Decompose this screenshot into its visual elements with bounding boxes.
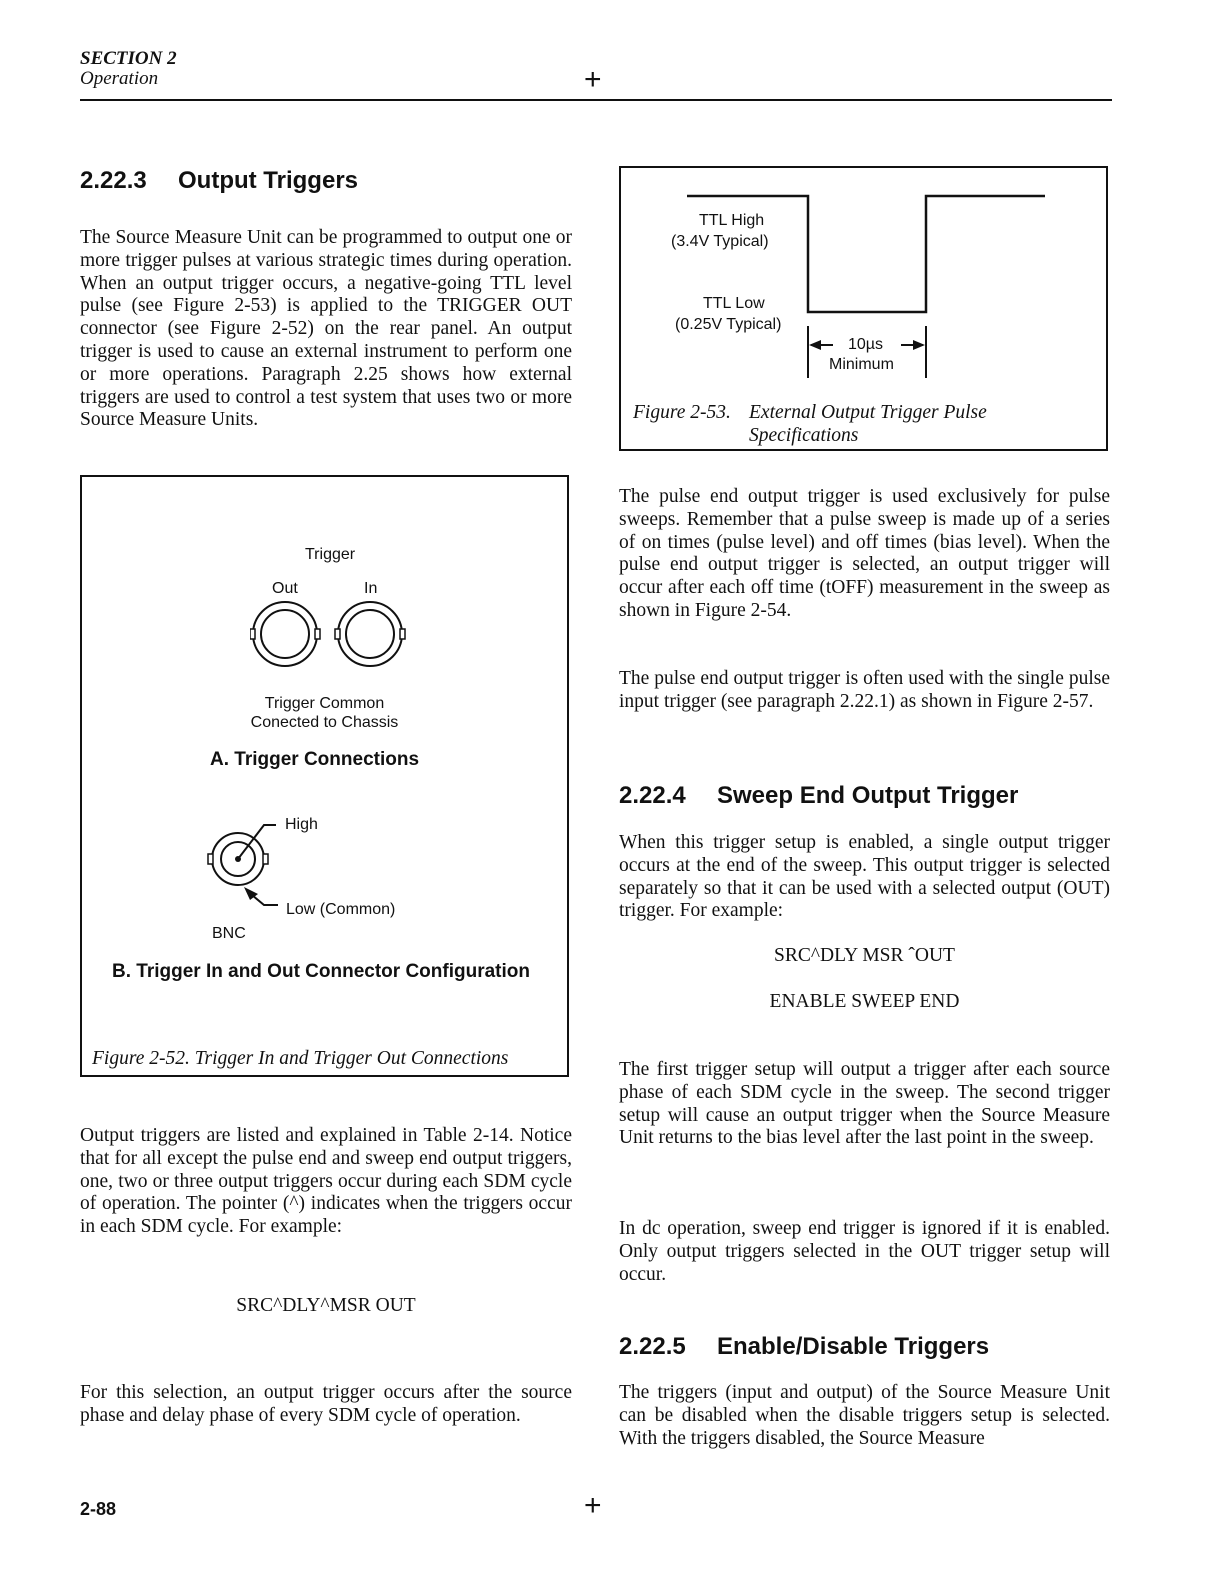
- subtitle-trigger-connections: A. Trigger Connections: [210, 749, 420, 770]
- paragraph-sweep-end: When this trigger setup is enabled, a single output trigger occurs at the end of the sweep. This output trigger is selected separately so that it can be used with a selected output (OUT) trigger. For example:: [619, 832, 1110, 922]
- example-sweep-out: SRC^DLY MSR ˆOUT: [774, 945, 955, 966]
- example-enable-sweep-end: ENABLE SWEEP END: [769, 991, 960, 1012]
- low-common-label: Low (Common): [286, 901, 396, 918]
- heading-2224: [619, 782, 1018, 810]
- pulse-width-value: 10µs: [848, 336, 884, 353]
- ttl-high-typical: (3.4V Typical): [671, 233, 769, 250]
- figure-2-53: [619, 166, 1108, 451]
- section-subtitle: Operation: [80, 68, 159, 89]
- trigger-label: Trigger: [305, 546, 356, 563]
- in-label: In: [364, 580, 378, 597]
- registration-mark-top: +: [584, 63, 602, 96]
- paragraph-first-setup: The first trigger setup will output a trigger after each source phase of each SDM cycle in the sweep. The second trigger setup will cause an output trigger when the Source Measure Unit returns to the bias level after the last point in the sweep.: [619, 1059, 1110, 1149]
- paragraph-dc-operation: In dc operation, sweep end trigger is ignored if it is enabled. Only output triggers selected in the OUT trigger setup will occur.: [619, 1218, 1110, 1285]
- high-label: High: [285, 816, 318, 833]
- ttl-low-label: TTL Low: [703, 295, 765, 312]
- paragraph-pulse-end-single: The pulse end output trigger is often used with the single pulse input trigger (see paragraph 2.22.1) as shown in Figure 2-57.: [619, 668, 1110, 712]
- paragraph-selection: For this selection, an output trigger occurs after the source phase and delay phase of every SDM cycle of operation.: [80, 1382, 572, 1426]
- heading-2223-title: Output Triggers: [178, 167, 358, 194]
- heading-2224-number: 2.22.4: [619, 782, 686, 809]
- ttl-low-typical: (0.25V Typical): [675, 316, 782, 333]
- example-src-dly-msr-out: SRC^DLY^MSR OUT: [236, 1295, 416, 1316]
- trigger-common-line2: Conected to Chassis: [250, 714, 399, 731]
- width-arrow-right-icon: [913, 340, 925, 350]
- heading-2225-title: Enable/Disable Triggers: [717, 1333, 990, 1360]
- page-number: 2-88: [80, 1499, 117, 1519]
- figure-2-53-caption-line1: External Output Trigger Pulse: [749, 402, 987, 423]
- heading-2223-number: 2.22.3: [80, 167, 147, 194]
- paragraph-output-triggers: The Source Measure Unit can be programmed to output one or more trigger pulses at various strategic times during operation. When an output trigger occurs, a negative-going TTL level pulse (see Figure 2-53) is applied to the TRIGGER OUT connector (see Figure 2-52) on the rear panel. An output trigger is used to cause an external instrument to perform one or more operations. Paragraph 2.25 shows how external triggers are used to control a test system that uses two or more Source Measure Units.: [80, 227, 572, 431]
- paragraph-output-list: Output triggers are listed and explained in Table 2-14. Notice that for all except the pulse end and sweep end output triggers, one, two or three output triggers occur during each SDM cycle of operation. The pointer (^) indicates when the triggers occur in each SDM cycle. For example:: [80, 1125, 572, 1238]
- trigger-out-connector-icon: [250, 602, 320, 666]
- bnc-label: BNC: [212, 925, 246, 942]
- heading-2225: [619, 1333, 989, 1361]
- low-leader-line: [252, 895, 278, 905]
- width-arrow-left-icon: [809, 340, 821, 350]
- trigger-common-line1: Trigger Common: [264, 695, 385, 712]
- pulse-width-note: Minimum: [829, 356, 894, 373]
- trigger-connectors: [250, 599, 410, 669]
- figure-2-53-caption-line2: Specifications: [749, 425, 859, 446]
- paragraph-enable-disable: The triggers (input and output) of the Source Measure Unit can be disabled when the disable triggers setup is selected. With the triggers disabled, the Source Measure: [619, 1382, 1110, 1449]
- trigger-in-connector-icon: [335, 602, 405, 666]
- heading-2224-title: Sweep End Output Trigger: [717, 782, 1019, 809]
- registration-mark-bottom: +: [584, 1489, 602, 1522]
- paragraph-pulse-end: The pulse end output trigger is used exclusively for pulse sweeps. Remember that a pulse sweep is made up of a series of on times (pulse level) and off times (bias level). When the pulse end output trigger is selected, an output trigger will occur after each off time (tOFF) measurement in the sweep as shown in Figure 2-54.: [619, 486, 1110, 621]
- figure-2-52: [80, 475, 569, 1077]
- heading-2225-number: 2.22.5: [619, 1333, 686, 1360]
- header-rule: [80, 99, 1112, 101]
- figure-2-53-caption-number: Figure 2-53.: [633, 402, 731, 423]
- out-label: Out: [272, 580, 298, 597]
- ttl-high-label: TTL High: [699, 212, 765, 229]
- heading-2223: [80, 167, 358, 195]
- figure-2-52-caption: Figure 2-52. Trigger In and Trigger Out Connections: [92, 1048, 509, 1069]
- subtitle-connector-config: B. Trigger In and Out Connector Configuration: [112, 961, 530, 982]
- section-label: SECTION 2: [80, 48, 177, 69]
